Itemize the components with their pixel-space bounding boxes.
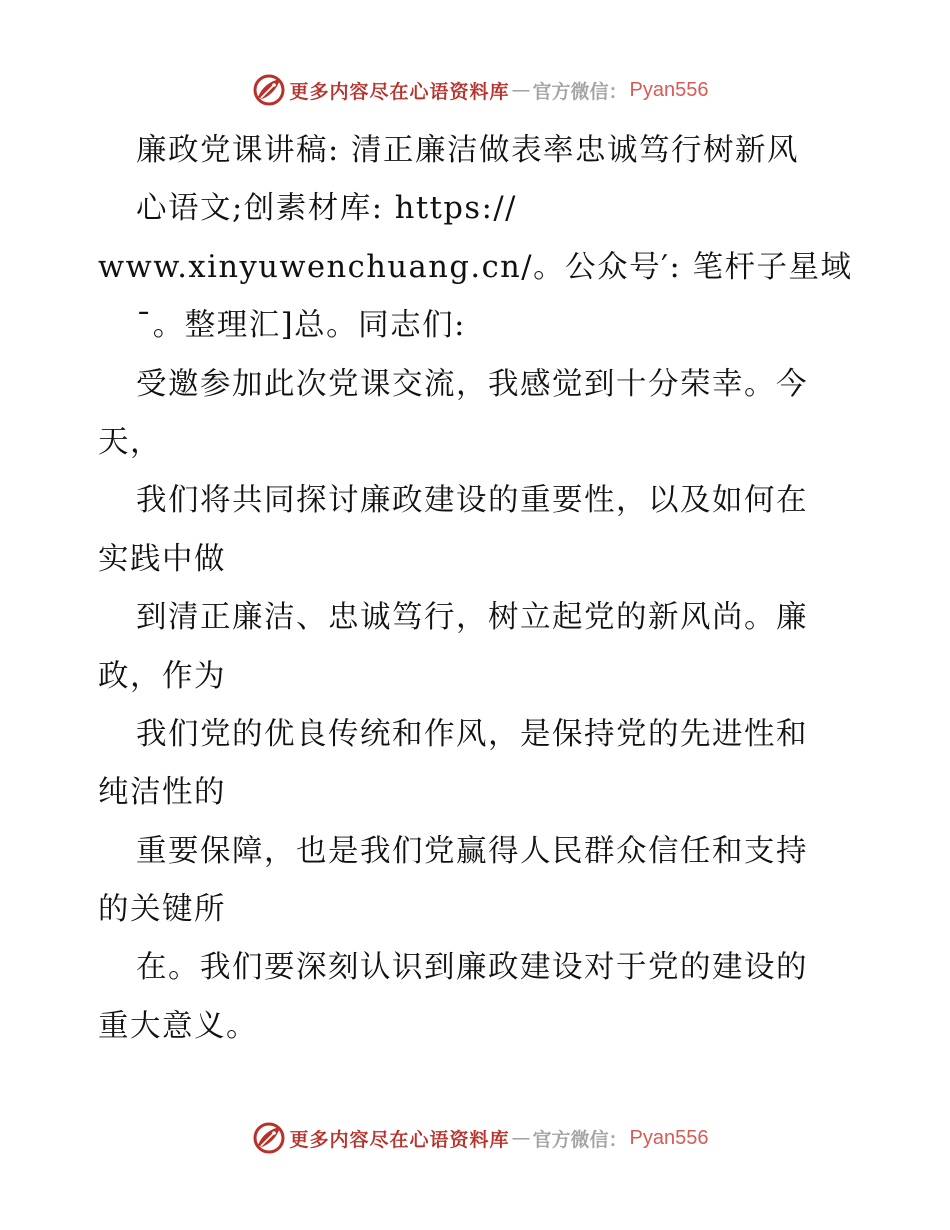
text-line: 我们党的优良传统和作风，是保持党的先进性和: [136, 716, 808, 752]
footer-banner: [0, 1118, 950, 1158]
footer-wechat-label: 官方微信：: [532, 1128, 628, 1151]
footer-banner-dash: —: [511, 1127, 531, 1149]
header-banner-content: [252, 73, 709, 107]
text-line: www.xinyuwenchuang.cn/。公众号′: 笔杆子星域: [98, 249, 853, 285]
header-banner-dash: —: [511, 79, 531, 101]
text-line: 的关键所: [98, 892, 226, 928]
header-banner: [0, 70, 950, 110]
text-line: 在。我们要深刻认识到廉政建设对于党的建设的: [136, 950, 808, 986]
text-line: 受邀参加此次党课交流，我感觉到十分荣幸。今: [136, 366, 808, 402]
text-line: 廉政党课讲稿: 清正廉洁做表率忠诚笃行树新风: [136, 133, 799, 168]
pen-nib-logo-icon: [252, 1121, 286, 1155]
text-line: 纯洁性的: [98, 775, 226, 811]
header-wechat-label: 官方微信：: [532, 80, 628, 103]
text-line: 天，: [98, 424, 162, 460]
header-wechat-id: Pyan556: [629, 78, 709, 101]
text-line: 政，作为: [98, 658, 226, 694]
text-line: 重要保障，也是我们党赢得人民群众信任和支持: [136, 833, 808, 869]
footer-banner-text: 更多内容尽在心语资料库: [289, 1128, 510, 1151]
text-line: ¯。整理汇]总。同志们:: [136, 308, 466, 344]
footer-wechat-id: Pyan556: [629, 1126, 709, 1149]
text-line: 实践中做: [98, 541, 226, 577]
document-body: [98, 122, 868, 1056]
footer-banner-content: [252, 1121, 709, 1155]
text-line: 到清正廉洁、忠诚笃行，树立起党的新风尚。廉: [136, 600, 808, 636]
text-line: 重大意义。: [98, 1008, 258, 1044]
pen-nib-logo-icon: [252, 73, 286, 107]
text-line: 心语文;创素材库: https://: [136, 191, 517, 227]
text-line: 我们将共同探讨廉政建设的重要性，以及如何在: [136, 483, 808, 519]
header-banner-text: 更多内容尽在心语资料库: [289, 80, 510, 103]
